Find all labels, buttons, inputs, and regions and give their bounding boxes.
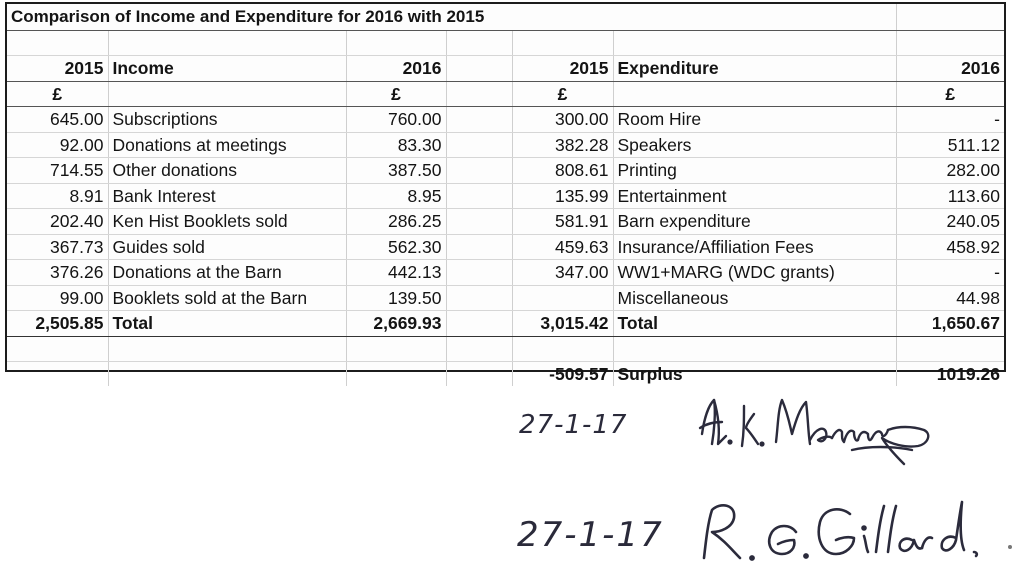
income-2015-cell: 202.40 [7,209,108,235]
expenditure-2015-cell [512,285,613,311]
income-total-2015: 2,505.85 [7,311,108,337]
signature-image [692,392,954,482]
income-2015-cell: 645.00 [7,107,108,133]
income-2015-cell: 367.73 [7,234,108,260]
signature-date: 27-1-17 [519,410,628,440]
income-header: Income [108,56,346,82]
income-2016-cell: 562.30 [346,234,446,260]
expenditure-header: Expenditure [613,56,896,82]
currency-row [7,81,1004,107]
expenditure-item-label: Room Hire [613,107,896,133]
income-2015-cell: 99.00 [7,285,108,311]
expenditure-item-label: Barn expenditure [613,209,896,235]
income-2016-cell: 286.25 [346,209,446,235]
expenditure-2015-cell: 581.91 [512,209,613,235]
expenditure-item-label: Speakers [613,132,896,158]
income-item-label: Guides sold [108,234,346,260]
income-item-label: Ken Hist Booklets sold [108,209,346,235]
scan-speck [1008,545,1012,549]
income-item-label: Subscriptions [108,107,346,133]
expenditure-2015-cell: 135.99 [512,183,613,209]
header-row [7,56,1004,82]
signature-date: 27-1-17 [517,515,664,555]
income-2015-cell: 714.55 [7,158,108,184]
income-item-label: Donations at the Barn [108,260,346,286]
income-item-label: Donations at meetings [108,132,346,158]
table-row [7,285,1004,311]
income-2016-cell: 83.30 [346,132,446,158]
currency-symbol: £ [7,81,108,107]
income-prev-year-header: 2015 [7,56,108,82]
expenditure-2015-cell: 808.61 [512,158,613,184]
total-row [7,311,1004,337]
expenditure-2015-cell: 300.00 [512,107,613,133]
expenditure-2016-cell: 113.60 [896,183,1004,209]
currency-symbol: £ [346,81,446,107]
expenditure-2016-cell: 511.12 [896,132,1004,158]
income-2016-cell: 387.50 [346,158,446,184]
expenditure-item-label: WW1+MARG (WDC grants) [613,260,896,286]
income-total-2016: 2,669.93 [346,311,446,337]
income-expenditure-sheet [5,2,1006,384]
income-2016-cell: 8.95 [346,183,446,209]
expenditure-2016-cell: 282.00 [896,158,1004,184]
expenditure-total-label: Total [613,311,896,337]
expenditure-2016-cell: - [896,260,1004,286]
income-item-label: Booklets sold at the Barn [108,285,346,311]
expenditure-2016-cell: 44.98 [896,285,1004,311]
spacer-row [7,336,1004,361]
ledger-table [7,4,1004,386]
expenditure-2016-cell: 458.92 [896,234,1004,260]
surplus-2015: -509.57 [512,361,613,386]
expenditure-total-2016: 1,650.67 [896,311,1004,337]
signature-image [690,492,990,570]
table-row [7,209,1004,235]
sheet-title: Comparison of Income and Expenditure for 2016 with 2015 [7,4,896,31]
income-2015-cell: 376.26 [7,260,108,286]
expenditure-item-label: Miscellaneous [613,285,896,311]
expenditure-curr-year-header: 2016 [896,56,1004,82]
table-row [7,183,1004,209]
table-row [7,132,1004,158]
table-row [7,158,1004,184]
table-row [7,107,1004,133]
expenditure-2015-cell: 459.63 [512,234,613,260]
income-curr-year-header: 2016 [346,56,446,82]
title-row [7,4,1004,31]
income-2016-cell: 139.50 [346,285,446,311]
income-total-label: Total [108,311,346,337]
currency-symbol: £ [896,81,1004,107]
income-2016-cell: 442.13 [346,260,446,286]
income-2015-cell: 8.91 [7,183,108,209]
expenditure-item-label: Printing [613,158,896,184]
expenditure-2015-cell: 382.28 [512,132,613,158]
expenditure-2015-cell: 347.00 [512,260,613,286]
table-row [7,260,1004,286]
surplus-row [7,361,1004,386]
surplus-2016: 1019.26 [936,363,1000,384]
expenditure-2016-cell: - [896,107,1004,133]
income-item-label: Bank Interest [108,183,346,209]
expenditure-2016-cell: 240.05 [896,209,1004,235]
table-row [7,234,1004,260]
expenditure-total-2015: 3,015.42 [512,311,613,337]
income-2016-cell: 760.00 [346,107,446,133]
expenditure-item-label: Insurance/Affiliation Fees [613,234,896,260]
expenditure-item-label: Entertainment [613,183,896,209]
spacer-row [7,31,1004,56]
currency-symbol: £ [512,81,613,107]
income-item-label: Other donations [108,158,346,184]
surplus-label: Surplus [613,361,896,386]
income-2015-cell: 92.00 [7,132,108,158]
expenditure-prev-year-header: 2015 [512,56,613,82]
